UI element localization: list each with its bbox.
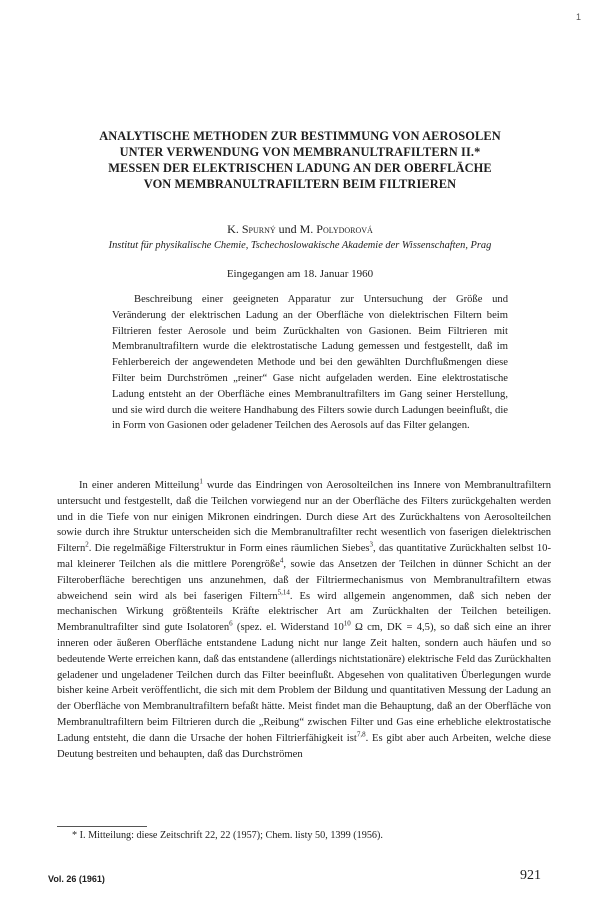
author-1-initial: K.	[227, 222, 242, 236]
footnote-rule	[57, 826, 147, 827]
body-segment-9: . Es gibt aber auch Arbeiten, welche diese Deutung bestreiten und behaupten, daß das Durchströmen	[57, 732, 551, 760]
body-segment-7: (spez. el. Widerstand 10	[232, 622, 344, 634]
body-paragraph	[57, 478, 551, 762]
body-text	[57, 478, 551, 762]
title-line-3: MESSEN DER ELEKTRISCHEN LADUNG AN DER OBERFLÄCHE	[108, 161, 492, 175]
ref-4: 4	[279, 556, 284, 565]
exponent: 10	[343, 619, 351, 628]
body-segment-1: In einer anderen Mitteilung	[79, 480, 200, 491]
running-footer: Vol. 26 (1961)	[48, 874, 105, 884]
abstract-text: Beschreibung einer geeigneten Apparatur zur Untersuchung der Größe und Veränderung der elektrischen Ladung an der Oberfläche von dielektrischen Filtern beim Filtrieren fester Aerosole und beim Zurückhalten von Gasionen. Beim Filtrieren mit Membranultrafiltern wurde die elektrostatische Ladung gemessen und festgestellt, daß im Fehlerbereich der angewendeten Methode und bei den gewählten Durchflußmengen diese Filter beim Durchströmen „reiner“ Gase nicht aufgeladen werden. Eine elektrostatische Ladung entsteht an der Oberfläche eines Membranultrafilters im Gang seiner Herstellung, und sie wird durch die weitere Handhabung des Filters sowie durch Ladungen beeinflußt, die in Form von Gasionen oder geladener Teilchen des Aerosols auf das Filter gelangen.	[112, 294, 508, 432]
ref-7: 7,8	[356, 730, 366, 739]
author-conjunction: und	[275, 222, 300, 236]
body-segment-8: Ω cm, DK = 4,5), so daß sich eine an ihrer inneren oder äußeren Oberfläche entstandene Ladung nicht nur lange Zeit halten, sondern auch häufen und so bedeutende Werte erreichen kann, daß das entstandene (allerdings nichtstationäre) elektrische Feld das Zurückhalten geladener und ungeladener Teilchen durch das Filter beeinflußt. Abgesehen von qualitativen Überlegungen wurde bisher keine Arbeit veröffentlicht, die sich mit dem Problem der Bildung und quantitativen Messung der Ladung an der Oberfläche von Membranultrafiltern befaßt hätte. Meist findet man die Behauptung, daß an der Oberfläche von Membranultrafiltern beim Filtrieren durch die „Reibung“ zwischen Filter und Gas eine erhebliche elektrostatische Ladung entsteht, die dann die Ursache der hohen Filtrierfähigkeit ist	[57, 622, 551, 744]
article-title	[40, 128, 560, 192]
institute: Institut für physikalische Chemie, Tschechoslowakische Akademie der Wissenschaften, Prag	[108, 240, 492, 251]
ref-1: 1	[199, 477, 203, 486]
footnote: * I. Mitteilung: diese Zeitschrift 22, 22 (1957); Chem. listy 50, 1399 (1956).	[72, 830, 383, 841]
body-segment-5: , sowie das Ansetzen der Teilchen in dünner Schicht an der Filteroberfläche berechtigen uns anzunehmen, daß der Filtriermechanismus von Membranultrafiltern etwas abweichend sein wird als bei faserigen Filtern	[57, 558, 551, 602]
body-segment-3: . Die regelmäßige Filterstruktur in Form eines räumlichen Siebes	[88, 543, 370, 555]
ref-5: 5,14	[277, 588, 290, 597]
author-2-initial: M.	[299, 222, 317, 236]
abstract	[112, 292, 508, 434]
ref-6: 6	[229, 619, 233, 628]
title-line-2: UNTER VERWENDUNG VON MEMBRANULTRAFILTERN II.*	[119, 145, 481, 159]
author-2-surname: Polydorová	[316, 222, 373, 236]
body-segment-4: , das quantitative Zurückhalten selbst 10-mal kleinerer Teilchen als die mittlere Porengröße	[57, 543, 551, 570]
body-segment-2: wurde das Eindringen von Aerosolteilchen ins Innere von Membranultrafiltern untersucht und festgestellt, daß die Teilchen vorwiegend nur an der Oberfläche des Filters zurückgehalten werden und in die Tiefe von nur einigen Mikronen eindringen. Durch diese Art des Zurückhaltens von Aerosolteilchen sowie durch ihre Struktur unterscheiden sich die Membranultrafilter recht wesentlich von faserigen dielektrischen Filtern	[57, 480, 551, 555]
title-line-4: VON MEMBRANULTRAFILTERN BEIM FILTRIEREN	[143, 177, 457, 191]
corner-mark: 1	[576, 12, 582, 22]
body-segment-6: . Es wird allgemein angenommen, daß sich neben der mechanischen Wirkung größtenteils Kräfte elektrischer Art am Zurückhalten der Teilchen beteiligen. Membranultrafilter sind gute Isolatoren	[57, 590, 551, 634]
ref-3: 3	[369, 540, 374, 549]
page-number: 921	[520, 868, 541, 883]
received-date: Eingegangen am 18. Januar 1960	[226, 268, 374, 280]
author-1-surname: Spurný	[241, 222, 276, 236]
title-line-1: ANALYTISCHE METHODEN ZUR BESTIMMUNG VON AEROSOLEN	[99, 129, 501, 143]
ref-2: 2	[85, 540, 89, 549]
authors	[40, 222, 560, 237]
